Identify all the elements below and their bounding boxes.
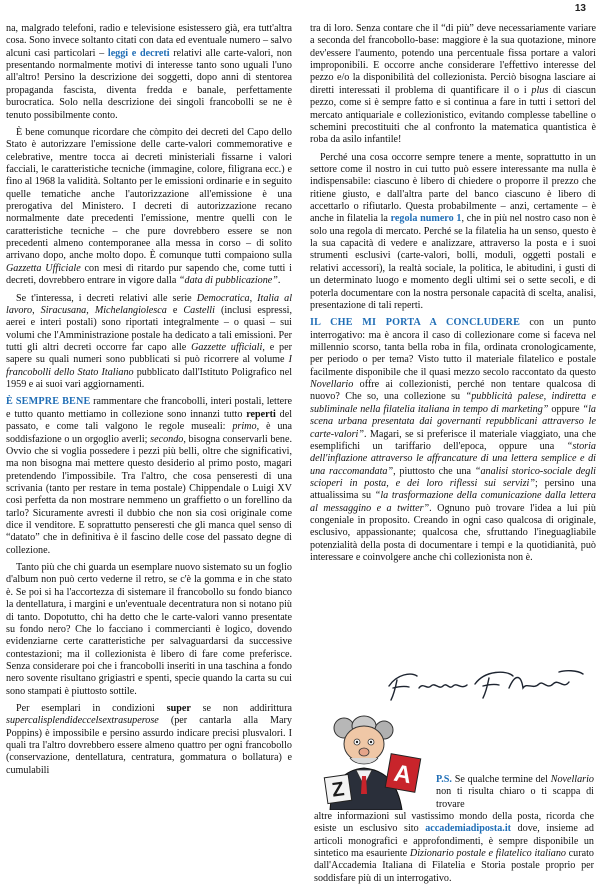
italic-text: supercalisplendideccelsextrasuperose xyxy=(6,715,159,727)
body-text: , piuttosto che una xyxy=(393,465,475,477)
highlighted-term: regola numero 1 xyxy=(390,213,462,225)
italic-text: “analisi storico-sociale degli scioperi in posta, e dei loro riflessi sui servizi” xyxy=(310,465,596,489)
page-number: 13 xyxy=(574,3,586,14)
body-text: , xyxy=(32,304,41,316)
website-link[interactable]: accademiadiposta.it xyxy=(425,823,512,835)
body-text: ; persino una attualissima su xyxy=(310,477,596,502)
postscript-text-5: curato dall'Accademia Italiana di Filatelia e Storia postale proprio per soddisfare più di un interrogativo. xyxy=(314,848,594,884)
italic-text: “storia dell'inflazione attraverso le affrancature di una lettera semplice e di una raccomandata” xyxy=(310,440,596,477)
body-text: , xyxy=(249,292,258,304)
postscript-italic: Novellario xyxy=(550,774,594,785)
italic-text: “data di pubblicazione” xyxy=(178,275,278,287)
body-text: , bisogna conservarli bene. Ovvio che si voglia possedere i pezzi più belli, oltre che significativi, ma non bisogna mai mettere questo desiderio al primo posto, magari pretendendo l'impossibile. Tra l'altro, che cosa penseresti di una scrivania (tanto per restare in tema postale) Chippendale o Luigi XV così perfetta da non mostrare nemmeno un graffietto o un forellino da tarlo? Sicuramente avresti il dubbio che non sia così originale come dice il venditore. E soprattutto penseresti che gli manca quel senso di “datato” che in definitiva è il fascino delle cose del passato degne di collezione. xyxy=(6,433,292,556)
body-text: , e per sapere su quali numeri sono pubblicati si può ricorrere al volume xyxy=(6,341,292,366)
italic-text: “la trasformazione della comunicazione dalla lettera al messaggino e a twitter” xyxy=(310,490,596,514)
dictionary-title: Dizionario postale e filatelico italiano xyxy=(409,848,566,860)
left-column-paragraph xyxy=(6,127,292,288)
body-text: Perché una cosa occorre sempre tenere a mente, soprattutto in un settore come il nostro in cui tutto può essere interessante ma nulla è indispensabile: ciascuno è libero di chiedere o proporre il prezzo che ritiene giusto, e dall'altra parte del banco ciascuno è libero di accettarlo o rifiutarlo. Questa probabilmente – anzi, certamente – è anche in filatelia la xyxy=(310,151,596,225)
italic-text: Gazzetta Ufficiale xyxy=(6,262,81,274)
left-column-paragraph xyxy=(6,23,292,122)
italic-text: Siracusana xyxy=(40,304,87,316)
italic-text: primo xyxy=(232,421,257,433)
italic-text: Castelli xyxy=(183,304,215,316)
right-column-paragraph xyxy=(310,23,596,147)
postscript-top xyxy=(436,774,594,811)
body-text: tra di loro. Senza contare che il “di più” deve necessariamente variare a seconda del francobollo-base: maggiore è la sua quotazione, minore dev'essere l'aumento, potendo una percentuale fissa portare a valori improponibili. E occorre anche considerare l'effettivo interesse del pezzo e/o la disponibilità del collezionista. Perciò bisogna lasciare ai diretti interessati il problema di quantificare il o i xyxy=(310,23,596,96)
body-text: . xyxy=(277,275,281,287)
left-column-paragraph xyxy=(6,396,292,557)
body-text: (inclusi espressi, aerei e interi postali) sono riportati integralmente – o quasi – sui volumi che l'Amministrazione postale ha dedicato a tali emissioni. Per tutti gli altri decreti occorre far capo alle xyxy=(6,304,292,353)
letter-tile-z xyxy=(324,774,351,803)
body-text: con mesi di ritardo pur sapendo che, come tutti i decreti, dovrebbero entrare in vigore dalla xyxy=(6,262,292,287)
body-text: rammentare che francobolli, interi postali, lettere e tutto quanto mettiamo in collezione sono innanzi tutto xyxy=(6,396,292,420)
body-text: (per cantarla alla Mary Poppins) è impossibile e persino assurdo indicare precisi plusvalori. I quali tra l'altro dovrebbero essere almeno quattro per ogni francobollo (conservazione, dentellatura, centratura, gommatura o bollatura) e cumulabili xyxy=(6,715,292,776)
italic-text: secondo xyxy=(150,433,184,445)
section-lead-in: È SEMPRE BENE xyxy=(6,396,91,408)
author-signature xyxy=(383,664,588,704)
section-lead-in: IL CHE MI PORTA A CONCLUDERE xyxy=(310,317,521,329)
left-column-paragraph xyxy=(6,703,292,777)
body-text: Per esemplari in condizioni xyxy=(16,703,167,715)
postscript-text-4: dove, insieme ad articoli monografici e approfondimenti, è sempre disponibile un sintetico ma esauriente xyxy=(314,823,594,860)
right-column xyxy=(310,23,596,677)
italic-text: “la scena urbana presentata dai governanti repubblicani attraverso le carte-valori” xyxy=(310,403,596,440)
body-text: Tanto più che chi guarda un esemplare nuovo sistemato su un foglio d'album non può certo vederne il retro, se c'è la gomma e in che stato è. Se poi si ha l'accortezza di sistemare il francobollo su fondo bianco la dentellatura, i margini e un'eventuale decentratura non si notano più di tanto. Dopotutto, chi ha detto che le carte-valori vanno presentate su fondo nero? Che lo facciano i commercianti è logico, dovendo evidenziarne certe caratteristiche per salvaguardarsi da successive contestazioni; ma il collezionista è libero di fare come preferisce. Senza considerare poi che i francobolli inseriti in una taschina a fondo nero sovente risultano grigiastri e spenti, specie quando la carta su cui sono stampati è piuttosto sottile. xyxy=(6,562,292,697)
italic-text: “pubblicità palese, indiretta e subliminale nella filatelia italiana in tempo di marketing” xyxy=(310,391,596,415)
postscript-text-1: Se qualche termine del xyxy=(451,774,551,785)
letter-tile-a xyxy=(385,754,420,793)
body-text: del passato, e come tali valgono le regole museali: xyxy=(6,408,292,433)
body-text: pubblicato dall'Istituto Poligrafico nel 1959 e ai suoi vari aggiornamenti. xyxy=(6,366,292,391)
body-text: na, malgrado telefoni, radio e televisione esistessero già, era tutt'altra cosa. Sono invece soltanto citati con data ed eventuale numero – salvo alcuni casi particolari – xyxy=(6,23,292,59)
left-column-paragraph xyxy=(6,293,292,392)
body-text: , che in più nel nostro caso non è solo una regola di mercato. Perché se la filatelia ha un senso, questo è la sua capacità di vedere e analizzare, attraverso la posta e i suoi strumenti esclusivi (carte-valori, bolli, moduli, oggetti postali e relativi accessori), la realtà sociale, la politica, le abitudini, i gusti di un determinato luogo e momento degli ultimi sei o sette secoli, e di poterla documentare con la nostra personale capacità di scelta, analisi, presentazione di tali reperti. xyxy=(310,213,596,311)
caricature-illustration xyxy=(314,700,430,810)
bold-text: reperti xyxy=(246,408,276,420)
body-text: . Ognuno può trovare l'idea a lui più congeniale in proposito. Creando in ogni caso qualcosa di originale, esclusivo, appassionante; qualcosa che, sfruttando l'ineguagliabile potenzialità della posta di documentare i tempi e la quotidianità, può interessare e coinvolgere anche chi collezionista non è. xyxy=(310,502,596,564)
body-text: È bene comunque ricordare che còmpito dei decreti del Capo dello Stato è autorizzare l'emissione delle carte-valori commemorative e celebrative, mentre tocca ai decreti ministeriali fissarne i valori facciali, le caratteristiche tecniche (immagine, colore, filigrana ecc.) e fino al 1968 la validità. Soltanto per le emissioni ordinarie e in seguito quelle tematiche anche l'autorizzazione all'emissione è una prerogativa del Ministero. I decreti di autorizzazione recano normalmente date precedenti l'emissione, mentre quelli con le caratteristiche tecniche – che pure dovrebbero essere se non precedenti almeno contemporanee alla messa in corso – di solito arrivano dopo, anche molto dopo. È comunque tutti compaiono sulla xyxy=(6,126,292,262)
body-text: offre ai collezionisti, perché non tentare qualcosa di nuovo? Che so, una collezione su xyxy=(310,379,596,403)
body-text: oppure xyxy=(548,403,583,415)
right-column-paragraph xyxy=(310,152,596,313)
highlighted-term: leggi e decreti xyxy=(107,47,170,59)
body-text: di ciascun pezzo, come si è sempre fatto e si continua a fare in tutti i settori del mercato antiquariale e collezionistico, evitando complesse tabelline o schemini precostituiti che al confronto la matematica quantistica è roba da asilo infantile! xyxy=(310,84,596,146)
svg-text:Z: Z xyxy=(330,778,346,802)
svg-text:A: A xyxy=(391,759,414,790)
body-text: , xyxy=(86,304,95,316)
body-text: con un punto interrogativo: ma è ancora il caso di collezionare come si faceva nel millennio scorso, tanta bella roba in fila, ordinata cronologicamente, per periodo o per tema? Visto tutto il materiale filatelico e postale facilmente disponibile che il quasi mezzo secolo raccontato da questo xyxy=(310,317,596,378)
italic-text: Italia al lavoro xyxy=(6,292,292,316)
italic-text: I francobolli dello Stato Italiano xyxy=(6,354,292,378)
postscript-bottom xyxy=(314,811,594,885)
bold-text: super xyxy=(166,703,191,715)
italic-text: Democratica xyxy=(196,292,250,304)
postscript-label: P.S. xyxy=(436,774,452,785)
body-text: Se t'interessa, i decreti relativi alle serie xyxy=(16,292,197,304)
italic-text: Michelangiolesca xyxy=(94,304,167,316)
body-text: . Magari, se si preferisce il materiale viaggiato, una che esemplifichi un tariffario dell'epoca, oppure una xyxy=(310,428,596,452)
italic-text: Gazzette ufficiali xyxy=(191,341,263,353)
postscript-text-3: altre informazioni sul vastissimo mondo della posta, ricorda che esiste un esclusivo sito xyxy=(314,811,594,835)
body-text: se non addirittura xyxy=(190,703,292,715)
body-text: relativi alle carte-valori, non presentando normalmente motivi di interesse tanto sono uguali l'uno all'altro! Persino la descrizione dei soggetti, dopo anni di stentorea propaganda fascista, diventa fredda e banale, perfettamente burocratica. Solo nella descrizione dei singoli francobolli se ne è tenuto possibilmente conto. xyxy=(6,47,292,121)
right-column-paragraph xyxy=(310,317,596,564)
body-text: , è una soddisfazione o un orgoglio averli; xyxy=(6,421,292,445)
body-text: e xyxy=(166,304,184,316)
italic-text: Novellario xyxy=(310,379,354,391)
italic-text: plus xyxy=(531,84,549,96)
left-column xyxy=(6,23,292,877)
left-column-paragraph xyxy=(6,562,292,698)
postscript-text-2: non ti risulta chiaro o ti scappa di trovare xyxy=(436,786,594,810)
